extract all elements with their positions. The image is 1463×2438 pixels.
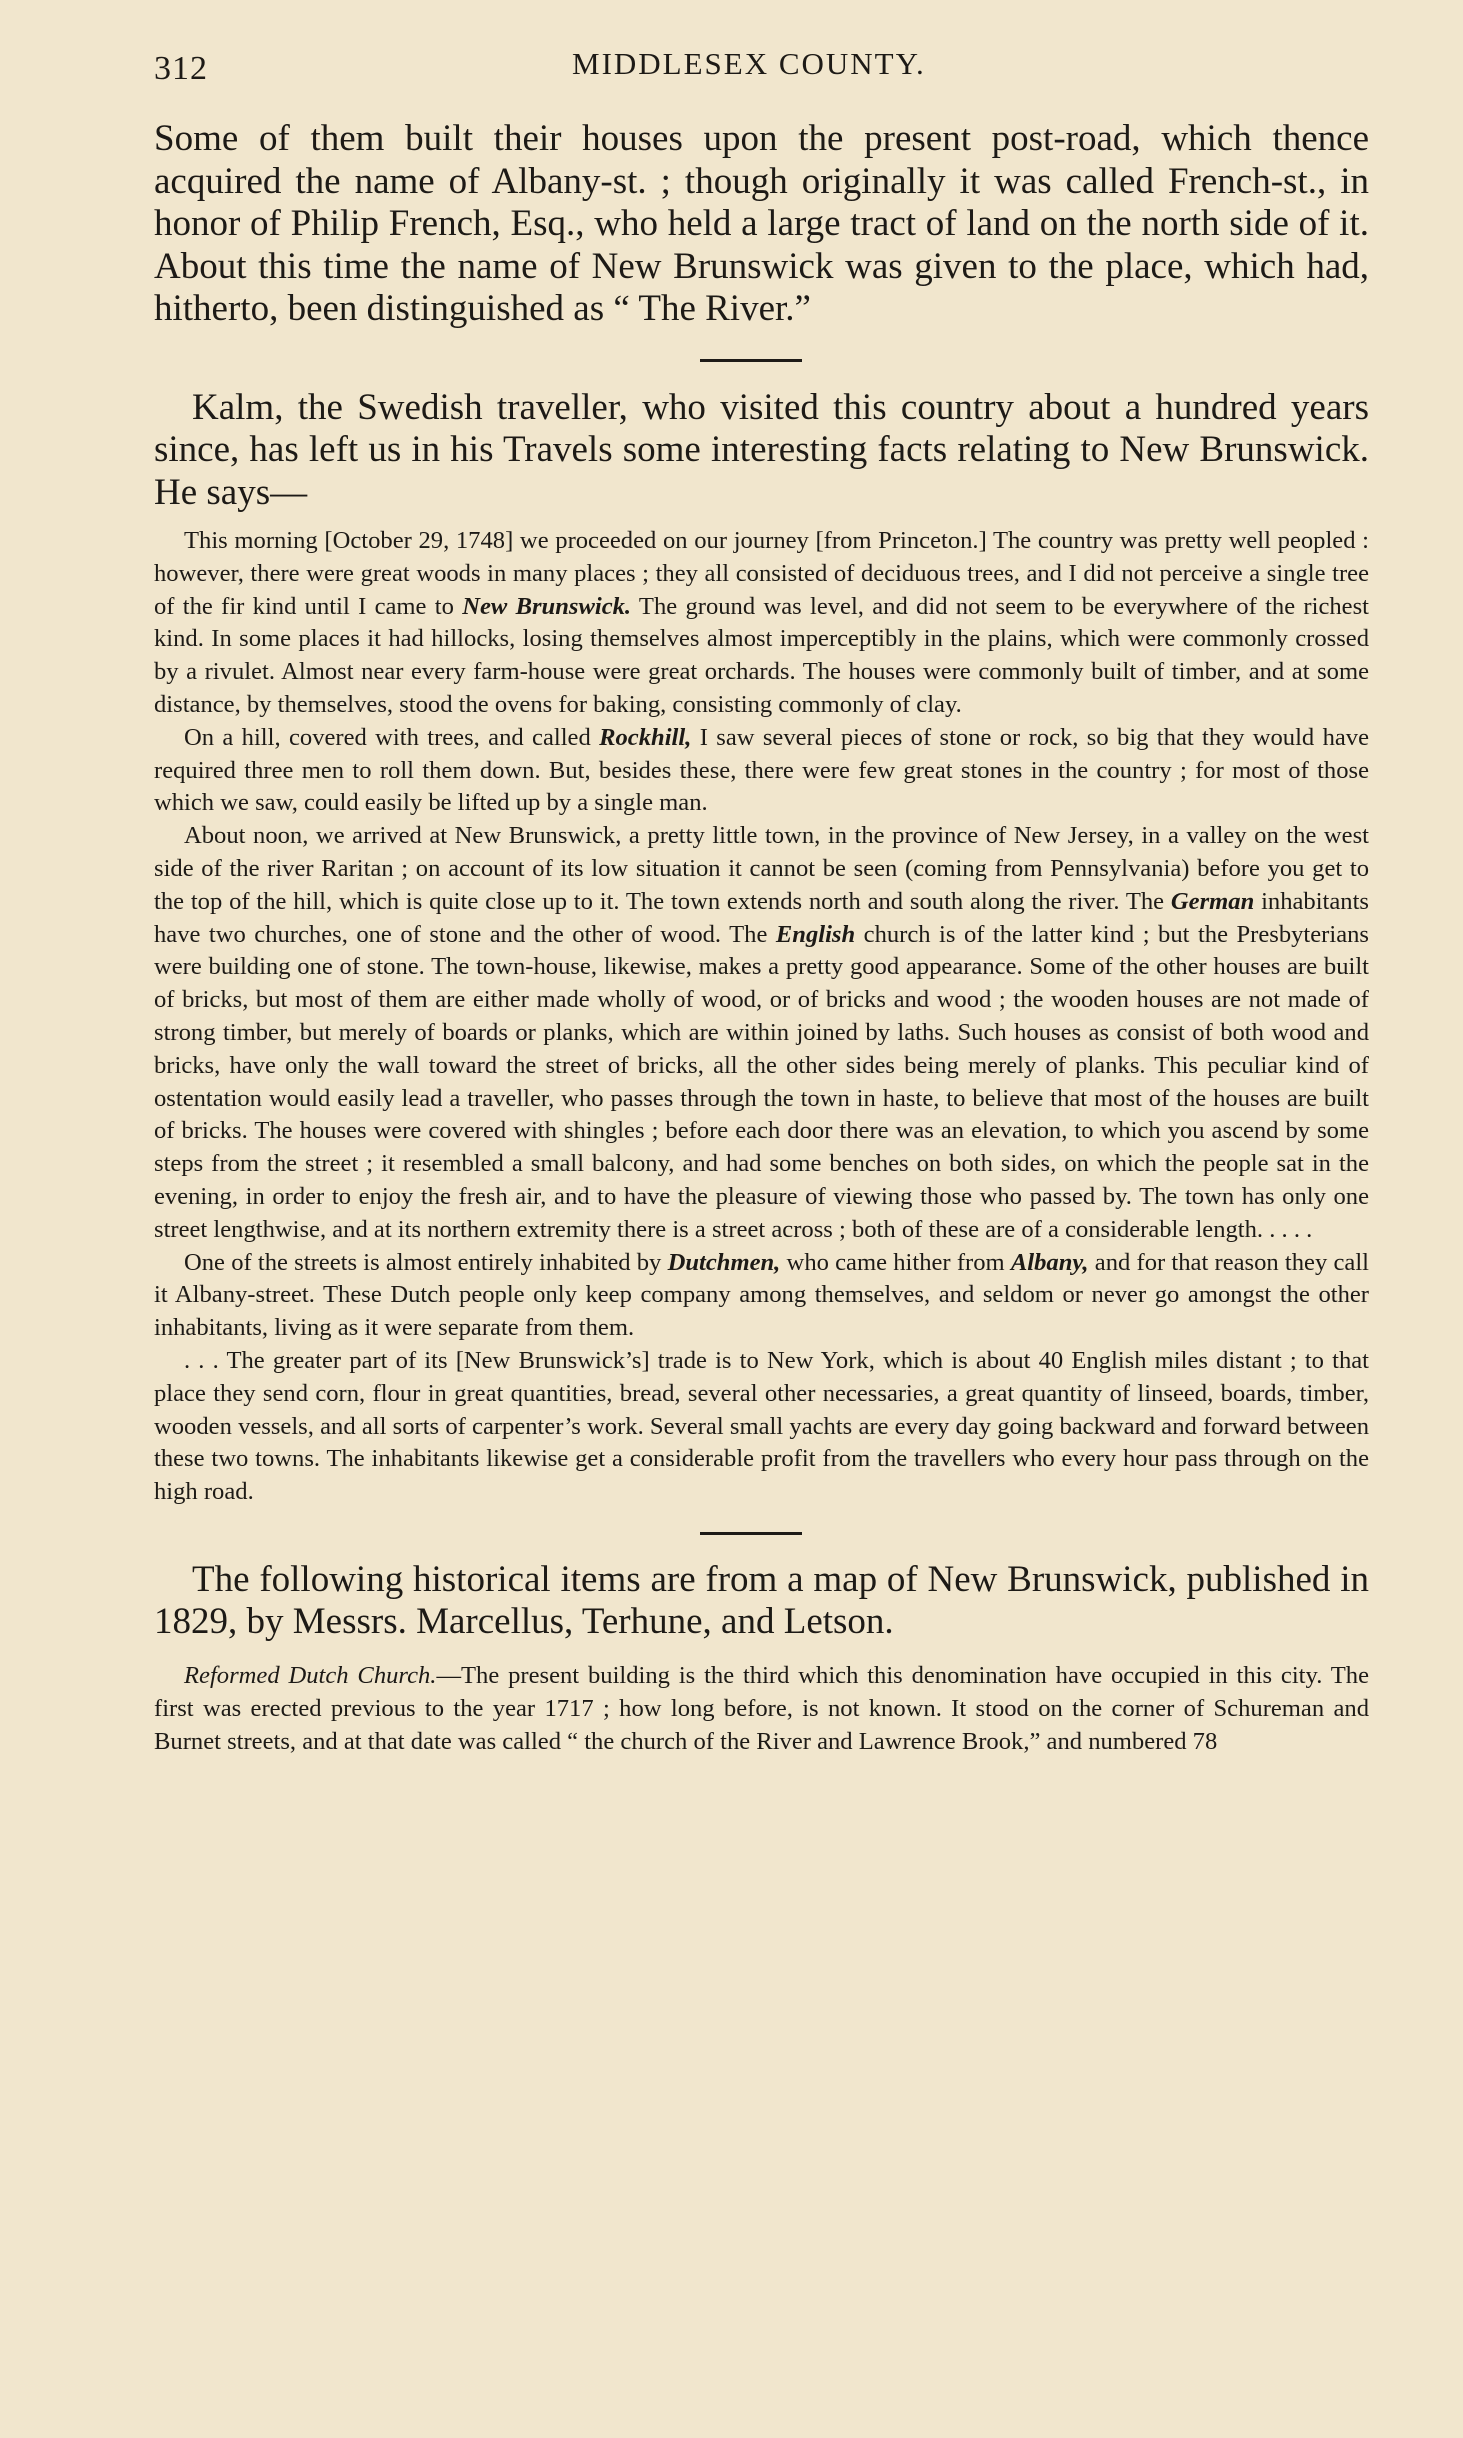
- emphasis: Albany,: [1010, 1248, 1089, 1276]
- place-name: Rockhill,: [599, 723, 692, 751]
- page-header: [154, 42, 1369, 92]
- entry-heading: Reformed Dutch Church.: [184, 1661, 437, 1689]
- church-paragraph: Reformed Dutch Church.—The present building is the third which this denomination have occupied in this city. The first was erected previous to the year 1717 ; how long before, is not known. It stood on the corner of Schureman and Burnet streets, and at that date was called “ the church of the River and Lawrence Brook,” and numbered 78: [154, 1661, 1370, 1755]
- kalm-quotation: [154, 525, 1369, 1509]
- kalm-intro-paragraph: Kalm, the Swedish traveller, who visited this country about a hundred years since, has left us in his Travels some interesting facts relating to New Brunswick. He says—: [154, 386, 1369, 513]
- quote-paragraph: This morning [October 29, 1748] we proceeded on our journey [from Princeton.] The country was pretty well peopled : however, there were great woods in many places ; they all consisted of deciduous trees, and I did not perceive a single tree of the fir kind until I came to New Brunswick. The ground was level, and did not seem to be everywhere of the richest kind. In some places it had hillocks, losing themselves almost imperceptibly in the plains, which were commonly crossed by a rivulet. Almost near every farm-house were great orchards. The houses were commonly built of timber, and at some distance, by themselves, stood the ovens for baking, consisting commonly of clay.: [154, 527, 1369, 718]
- quote-paragraph: On a hill, covered with trees, and called Rockhill, I saw several pieces of stone or rock, so big that they would have required three men to roll them down. But, besides these, there were few great stones in the country ; for most of those which we saw, could easily be lifted up by a single man.: [154, 723, 1370, 817]
- emphasis: German: [1170, 887, 1255, 915]
- quote-paragraph: About noon, we arrived at New Brunswick, a pretty little town, in the province of New Jersey, in a valley on the west side of the river Raritan ; on account of its low situation it cannot be seen (coming from Pennsylvania) before you get to the top of the hill, which is quite close up to it. The town extends north and south along the river. The German inhabitants have two churches, one of stone and the other of wood. The English church is of the latter kind ; but the Presbyterians were building one of stone. The town-house, likewise, makes a pretty good appearance. Some of the other houses are built of bricks, but most of them are either made wholly of wood, or of bricks and wood ; the wooden houses are not made of strong timber, but merely of boards or planks, which are within joined by laths. Such houses as consist of both wood and bricks, have only the wall toward the street of bricks, all the other sides being merely of planks. This peculiar kind of ostentation would easily lead a traveller, who passes through the town in haste, to believe that most of the houses are built of bricks. The houses were covered with shingles ; before each door there was an elevation, to which you ascend by some steps from the street ; it resembled a small balcony, and had some benches on both sides, on which the people sat in the evening, in order to enjoy the fresh air, and to have the pleasure of viewing those who passed by. The town has only one street lengthwise, and at its northern extremity there is a street across ; both of these are of a considerable length. . . . .: [154, 822, 1369, 1243]
- page-number: 312: [154, 50, 208, 87]
- intro-paragraph: Some of them built their houses upon the present post-road, which thence acquired the name of Albany-st. ; though originally it was called French-st., in honor of Philip French, Esq., who held a large tract of land on the north side of it. About this time the name of New Brunswick was given to the place, which had, hitherto, been distinguished as “ The River.”: [154, 118, 1369, 329]
- emphasis: English: [775, 920, 856, 948]
- page-body: [154, 118, 1369, 1758]
- quote-paragraph: . . . The greater part of its [New Brunswick’s] trade is to New York, which is about 40 English miles distant ; to that place they send corn, flour in great quantities, bread, several other necessaries, a great quantity of linseed, boards, timber, wooden vessels, and all sorts of carpenter’s work. Several small yachts are every day going backward and forward between these two towns. The inhabitants likewise get a considerable profit from the travellers who every hour pass through on the high road.: [154, 1346, 1369, 1506]
- quote-paragraph: One of the streets is almost entirely inhabited by Dutchmen, who came hither from Albany, and for that reason they call it Albany-street. These Dutch people only keep company among themselves, and seldom or never go amongst the other inhabitants, living as it were separate from them.: [154, 1248, 1369, 1342]
- map-intro-paragraph: The following historical items are from a map of New Brunswick, published in 1829, by Messrs. Marcellus, Terhune, and Letson.: [154, 1558, 1369, 1643]
- place-name: New Brunswick.: [462, 592, 632, 620]
- running-head: MIDDLESEX COUNTY.: [572, 46, 926, 81]
- emphasis: Dutchmen,: [667, 1248, 781, 1276]
